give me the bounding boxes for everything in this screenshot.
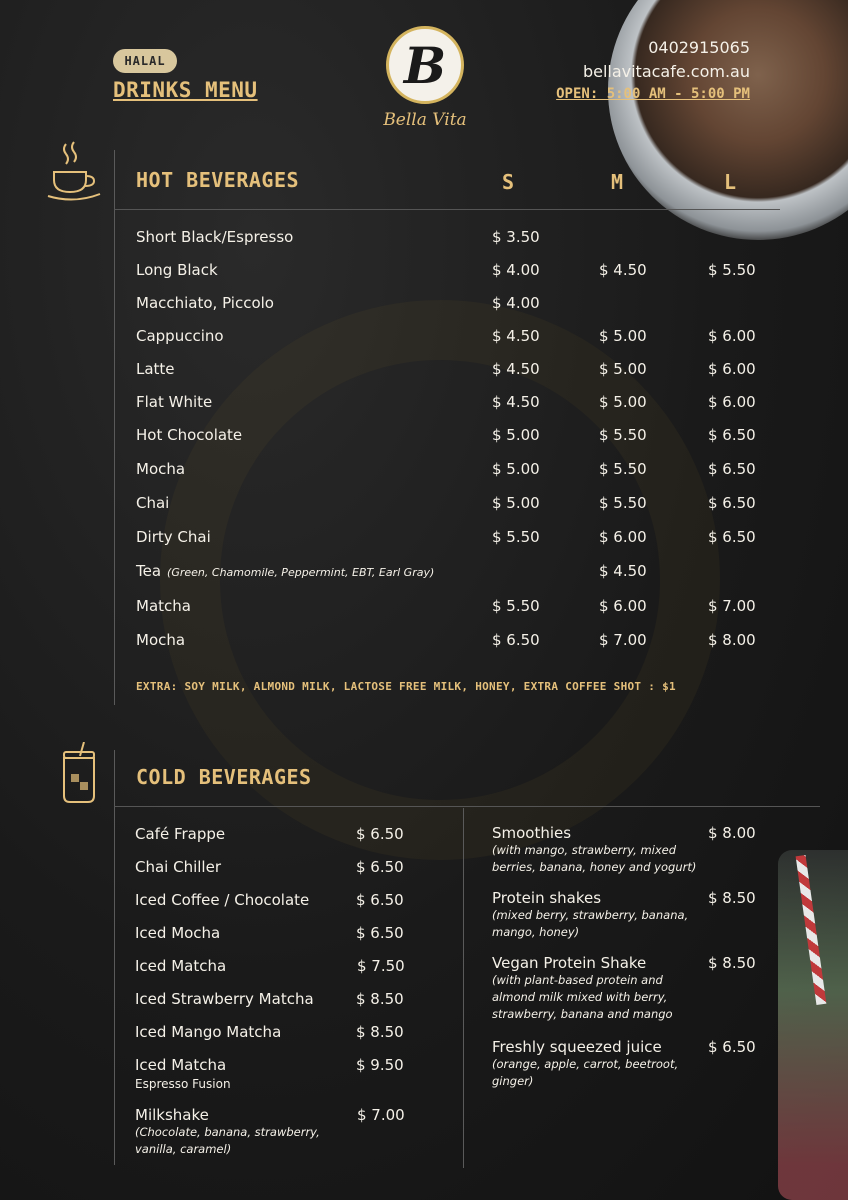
cold-item-name: Iced Mango Matcha [135,1023,282,1041]
hot-item-row [136,631,776,661]
cold-item-price: $ 6.50 [356,891,404,909]
phone-number: 0402915065 [648,38,750,57]
price-large: $ 6.00 [708,393,756,411]
size-large-header: L [724,170,737,194]
price-large: $ 8.00 [708,631,756,649]
price-medium: $ 5.50 [599,494,647,512]
price-small: $ 4.00 [492,261,540,279]
item-name-text: Cappuccino [136,327,224,345]
hot-item-row [136,393,776,423]
cold-item-name: Vegan Protein Shake [492,954,647,972]
cold-item-description: (Chocolate, banana, strawberry, vanilla, caramel) [135,1125,320,1156]
cold-item-price: $ 9.50 [356,1056,404,1074]
hot-item-name [136,360,175,378]
item-name-text: Short Black/Espresso [136,228,294,246]
price-large: $ 7.00 [708,597,756,615]
item-name-text: Mocha [136,460,186,478]
price-large: $ 6.50 [708,528,756,546]
cold-item [135,1106,415,1158]
hot-section-title: HOT BEVERAGES [136,168,300,192]
cold-item-price: $ 6.50 [356,825,404,843]
cold-item-name: Milkshake [135,1106,209,1124]
cold-item-price: $ 8.50 [708,954,756,972]
hot-item-row [136,460,776,490]
price-small: $ 5.00 [492,494,540,512]
item-name-text: Long Black [136,261,218,279]
hot-item-row [136,562,776,592]
cold-item-name: Café Frappe [135,825,226,843]
cold-item-description: (with plant-based protein and almond milk mixed with berry, strawberry, banana and mango [492,973,673,1021]
hot-item-name [136,562,434,580]
cold-item-price: $ 7.50 [357,957,405,975]
cold-item [135,924,415,942]
cold-item-name: Smoothies [492,824,572,842]
price-medium: $ 5.00 [599,327,647,345]
cold-item-subtitle: Espresso Fusion [135,1077,231,1091]
item-name-text: Matcha [136,597,191,615]
hot-item-row [136,426,776,456]
cold-item [135,825,415,843]
price-small: $ 5.00 [492,460,540,478]
price-medium: $ 4.50 [599,261,647,279]
price-large: $ 6.50 [708,426,756,444]
cold-item-description: (mixed berry, strawberry, banana, mango, honey) [492,908,689,939]
hot-item-name [136,631,185,649]
hot-item-name [136,294,274,312]
cold-header-rule [114,806,820,807]
extras-note: EXTRA: SOY MILK, ALMOND MILK, LACTOSE FREE MILK, HONEY, EXTRA COFFEE SHOT : $1 [136,680,676,693]
cold-item-name: Iced Strawberry Matcha [135,990,314,1008]
cold-item-description: (orange, apple, carrot, beetroot, ginger) [492,1057,679,1088]
logo-letter: B [403,35,447,95]
cold-section-divider [114,750,115,1165]
hot-item-row [136,360,776,390]
coffee-cup-icon [46,140,102,202]
price-medium: $ 5.50 [599,460,647,478]
cold-item-description: (with mango, strawberry, mixed berries, banana, honey and yogurt) [492,843,697,874]
item-name-text: Mocha [136,631,186,649]
cold-item [492,954,772,1023]
price-medium: $ 6.00 [599,597,647,615]
cold-item [492,889,772,941]
cold-item-name: Iced Matcha [135,1056,227,1074]
price-small: $ 6.50 [492,631,540,649]
price-medium: $ 6.00 [599,528,647,546]
cold-item [135,990,415,1008]
hot-item-name [136,494,169,512]
cold-item [135,891,415,909]
item-name-text: Tea [136,562,162,580]
cold-item [135,1056,415,1091]
item-name-text: Dirty Chai [136,528,211,546]
item-name-text: Macchiato, Piccolo [136,294,274,312]
cold-item [135,858,415,876]
smoothie-jar-image [778,850,848,1200]
cold-section-title: COLD BEVERAGES [136,765,312,789]
price-medium: $ 5.50 [599,426,647,444]
cold-item-price: $ 8.50 [356,1023,404,1041]
cold-item-price: $ 6.50 [708,1038,756,1056]
cold-item-name: Protein shakes [492,889,602,907]
opening-hours: OPEN: 5:00 AM - 5:00 PM [556,86,750,102]
hot-section-divider [114,150,115,705]
hot-item-name [136,228,293,246]
price-small: $ 4.50 [492,393,540,411]
cold-item-price: $ 6.50 [356,924,404,942]
cold-item [135,957,415,975]
price-small: $ 3.50 [492,228,540,246]
item-name-text: Hot Chocolate [136,426,243,444]
hot-item-row [136,327,776,357]
price-medium: $ 7.00 [599,631,647,649]
cold-column-divider [463,808,464,1168]
hot-item-name [136,597,191,615]
hot-item-row [136,261,776,291]
hot-item-row [136,494,776,524]
price-large: $ 6.50 [708,460,756,478]
hot-item-name [136,327,224,345]
price-small: $ 4.00 [492,294,540,312]
item-name-text: Flat White [136,393,213,411]
cold-item-price: $ 7.00 [357,1106,405,1124]
price-medium: $ 5.00 [599,360,647,378]
price-large: $ 6.00 [708,360,756,378]
price-large: $ 6.50 [708,494,756,512]
hot-item-name [136,261,218,279]
size-medium-header: M [611,170,624,194]
menu-title: DRINKS MENU [113,78,258,102]
cold-item-name: Freshly squeezed juice [492,1038,662,1056]
cold-item-name: Iced Matcha [135,957,227,975]
hot-item-row [136,597,776,627]
price-small: $ 4.50 [492,327,540,345]
iced-drink-jar-icon [58,742,100,804]
item-note: (Green, Chamomile, Peppermint, EBT, Earl Gray) [167,566,435,579]
cold-item-price: $ 8.50 [356,990,404,1008]
hot-item-name [136,460,185,478]
price-small: $ 4.50 [492,360,540,378]
logo-name: Bella Vita [383,110,467,130]
cold-item-price: $ 8.50 [708,889,756,907]
logo-icon [386,26,464,104]
hot-item-name [136,393,212,411]
price-small: $ 5.50 [492,528,540,546]
cold-item [492,1038,772,1090]
size-small-header: S [502,170,515,194]
cold-item-name: Iced Mocha [135,924,221,942]
hot-item-name [136,426,242,444]
price-medium: $ 5.00 [599,393,647,411]
cold-item-name: Chai Chiller [135,858,221,876]
cold-item-price: $ 6.50 [356,858,404,876]
price-large: $ 5.50 [708,261,756,279]
price-small: $ 5.00 [492,426,540,444]
hot-item-row [136,294,776,324]
price-small: $ 5.50 [492,597,540,615]
cold-item [135,1023,415,1041]
cold-item [492,824,772,876]
website: bellavitacafe.com.au [582,62,750,81]
hot-header-rule [114,209,780,210]
hot-item-row [136,528,776,558]
item-name-text: Latte [136,360,175,378]
item-name-text: Chai [136,494,170,512]
price-medium: $ 4.50 [599,562,647,580]
hot-item-name [136,528,211,546]
hot-item-row [136,228,776,258]
price-large: $ 6.00 [708,327,756,345]
cold-item-price: $ 8.00 [708,824,756,842]
halal-badge: HALAL [113,49,177,73]
cold-item-name: Iced Coffee / Chocolate [135,891,310,909]
